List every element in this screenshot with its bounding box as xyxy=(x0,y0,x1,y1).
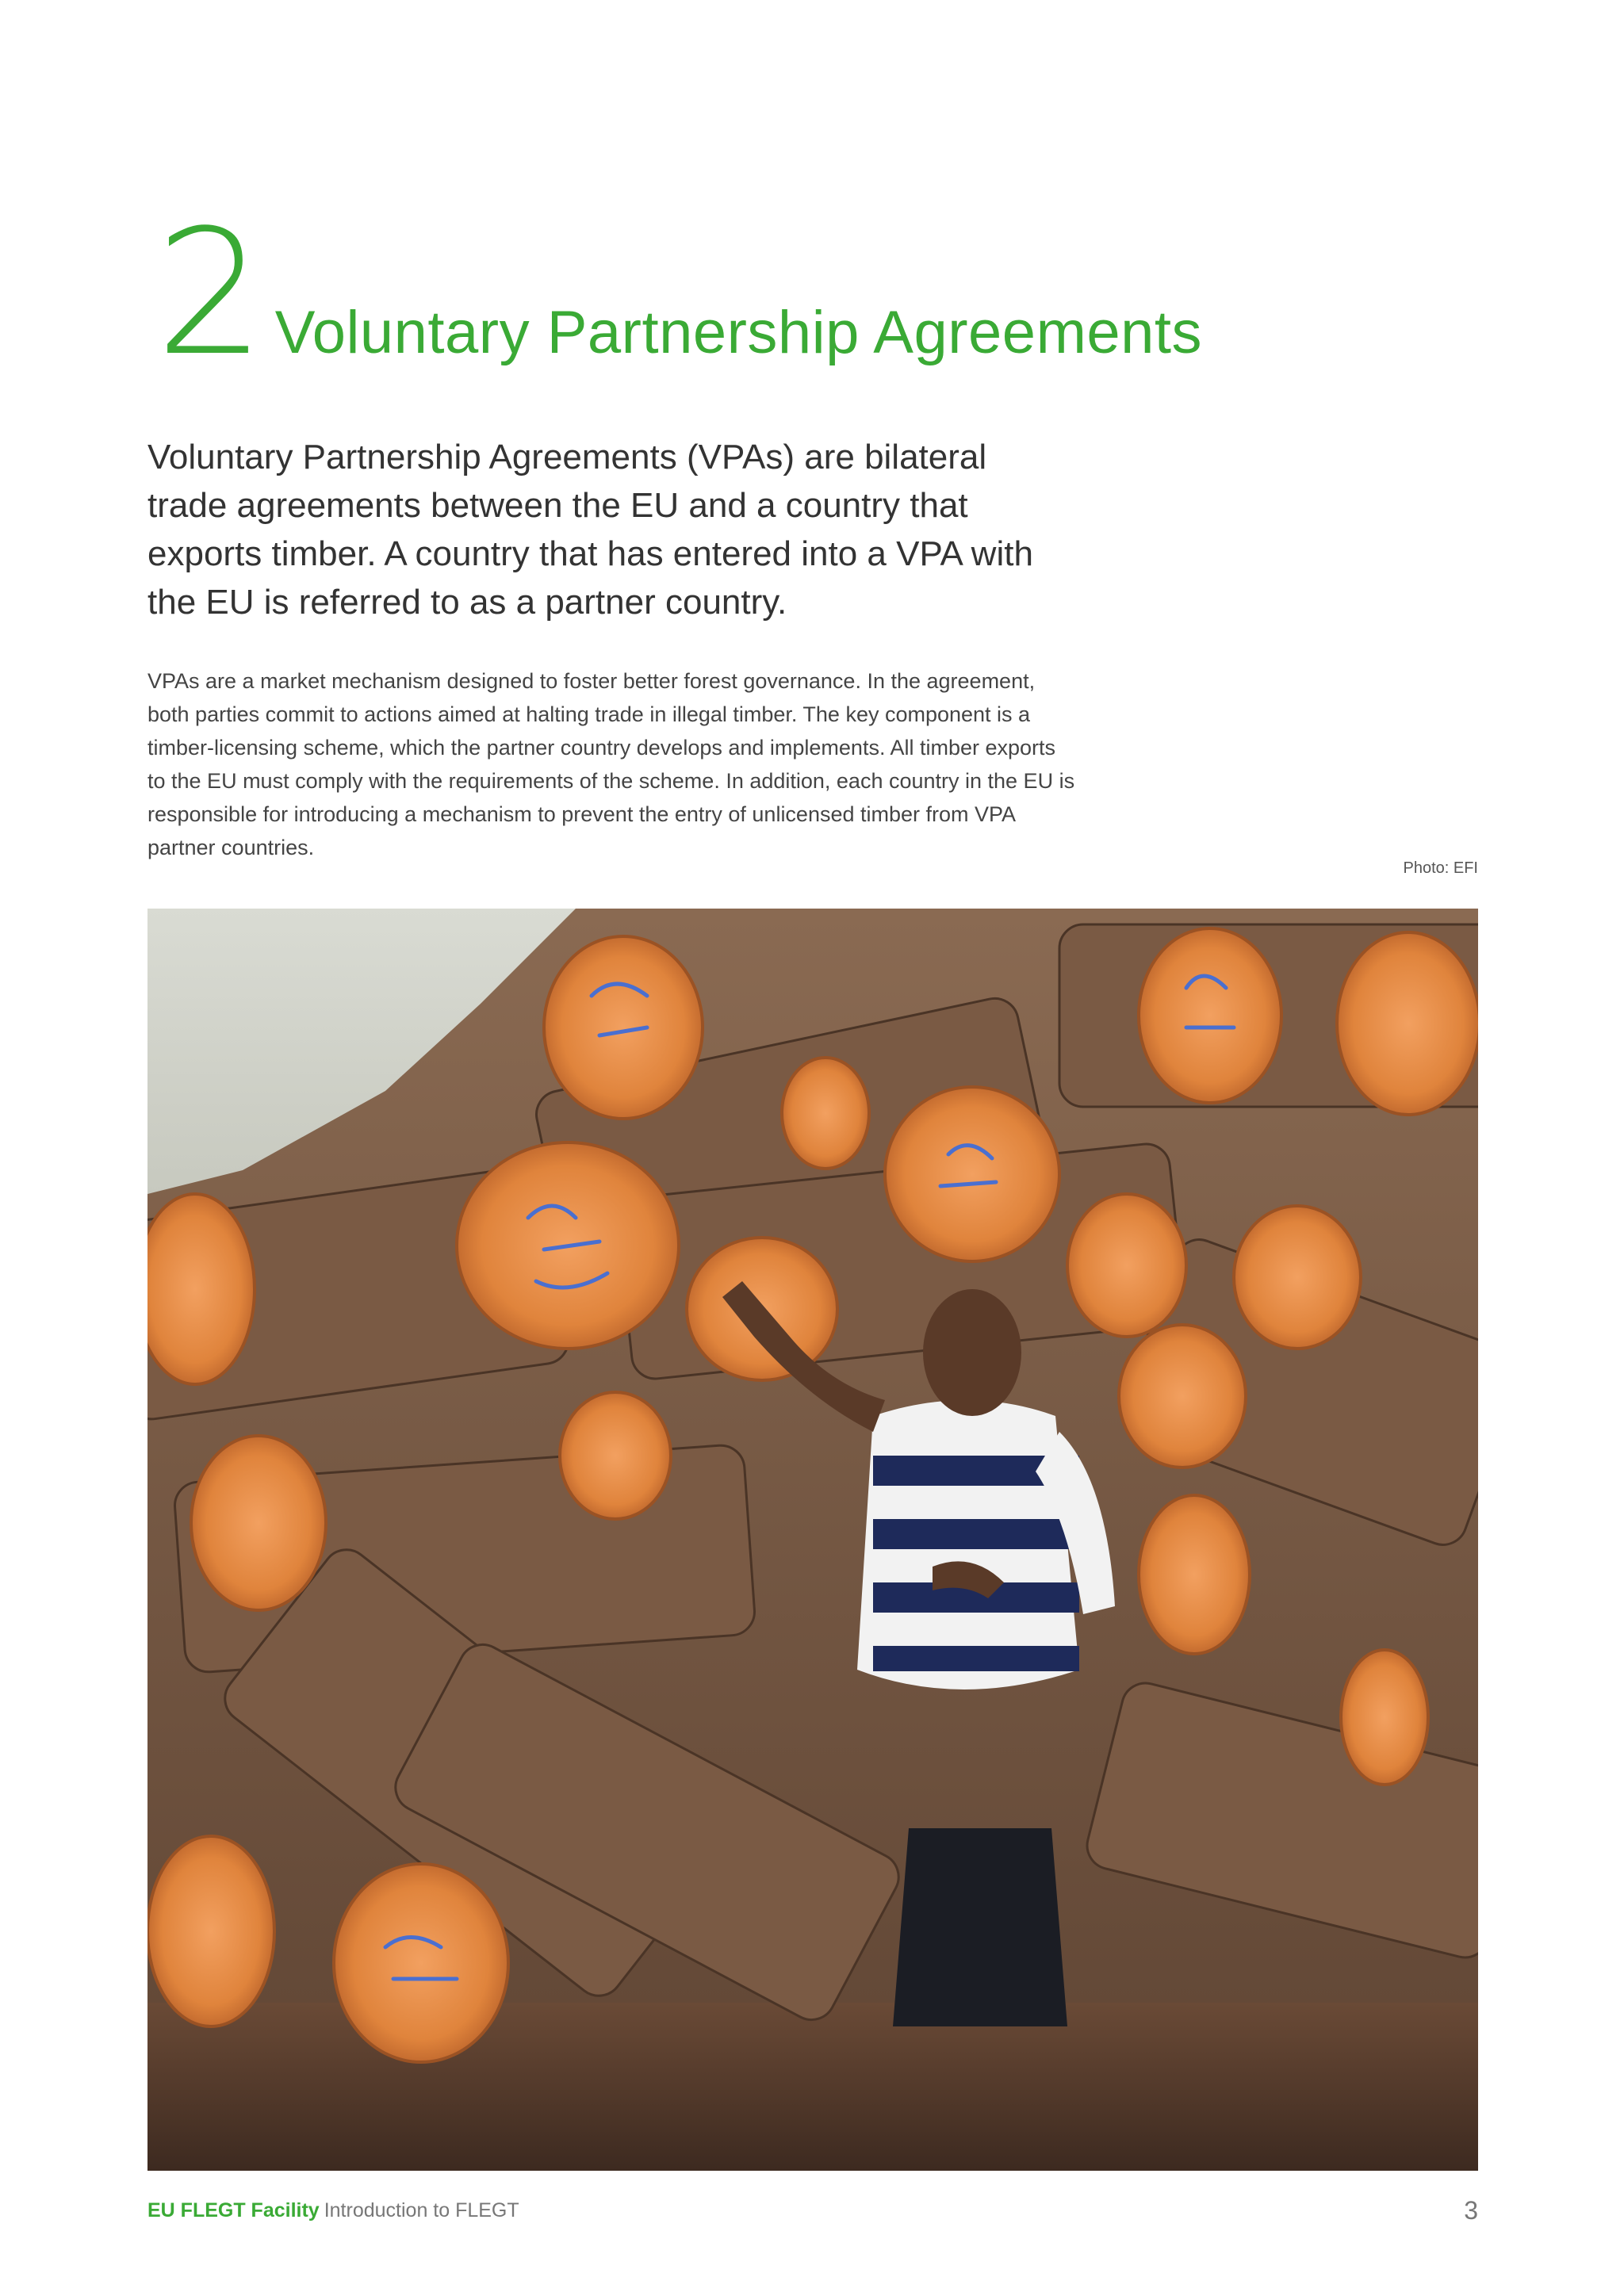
chapter-title: Voluntary Partnership Agreements xyxy=(274,299,1203,366)
footer-brand: EU FLEGT Facility xyxy=(147,2198,320,2221)
photo-credit: Photo: EFI xyxy=(1403,859,1478,877)
timber-photo xyxy=(147,909,1478,2171)
page-number: 3 xyxy=(1464,2195,1478,2225)
chapter-number: 2 xyxy=(155,193,261,394)
body-paragraph: VPAs are a market mechanism designed to foster better forest governance. In the agreement, both parties commit to actions aimed at halting trade in illegal timber. The key component is a timber-licensing scheme, which the partner country develops and implements. All timber exports to the EU must comply with the requirements of the scheme. In addition, each country in the EU is responsible for introducing a mechanism to prevent the entry of unlicensed timber from VPA partner countries. xyxy=(147,669,1075,859)
footer-publication xyxy=(147,2199,519,2222)
page-footer xyxy=(147,2195,1478,2226)
footer-document-title: Introduction to FLEGT xyxy=(324,2198,519,2221)
lead-paragraph: Voluntary Partnership Agreements (VPAs) are bilateral trade agreements between the EU and a country that exports timber. A country that has entered into a VPA with the EU is referred to as a partner country. xyxy=(147,438,1033,622)
chapter-heading xyxy=(155,193,1203,394)
